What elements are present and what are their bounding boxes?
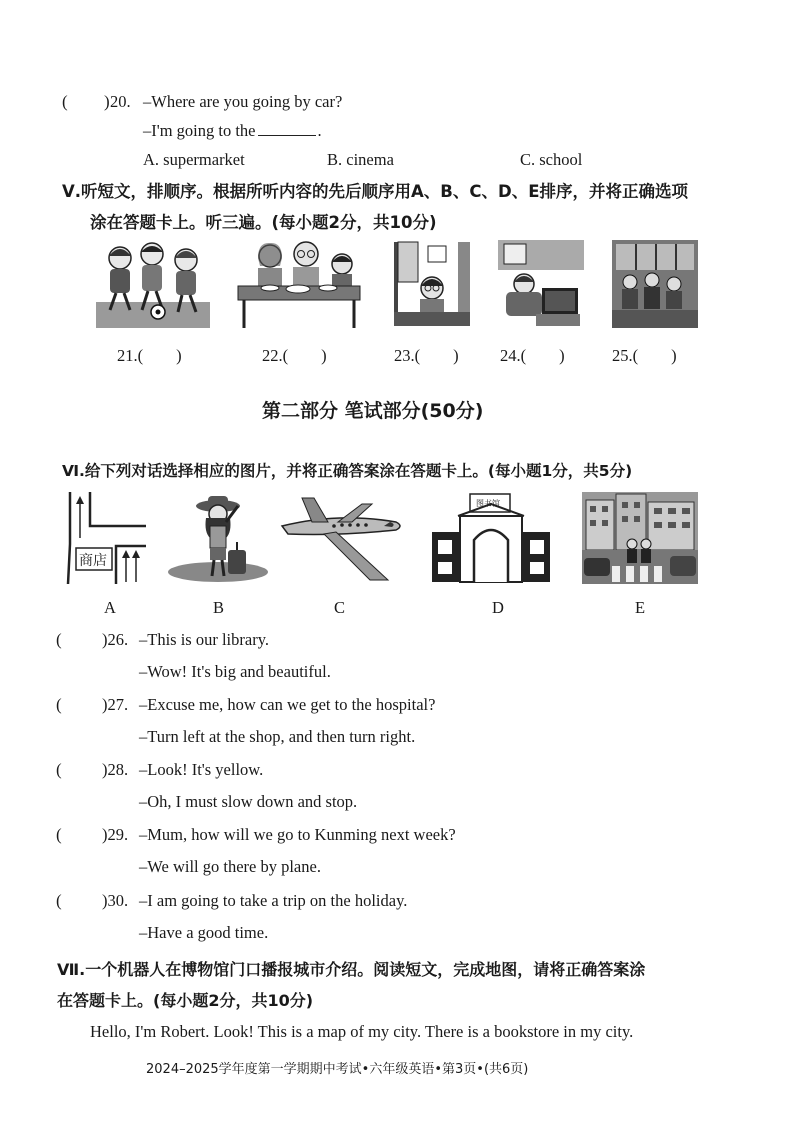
q20-open-paren: ( bbox=[62, 92, 68, 111]
people-on-bus-picture bbox=[612, 240, 698, 328]
q29-number: )29. bbox=[102, 825, 129, 844]
q20-option-b: B. cinema bbox=[327, 150, 394, 169]
page-footer: 2024–2025学年度第一学期期中考试•六年级英语•第3页•(共6页) bbox=[146, 1062, 529, 1077]
boy-at-desk-picture bbox=[392, 240, 472, 328]
q27-open-paren: ( bbox=[56, 695, 62, 714]
family-dinner-picture bbox=[236, 240, 362, 328]
q27-number: )27. bbox=[102, 695, 129, 714]
q27-line2: –Turn left at the shop, and then turn right. bbox=[139, 727, 416, 746]
q20-line2-pre: –I'm going to the bbox=[143, 121, 256, 140]
man-watching-tv-picture bbox=[498, 240, 584, 328]
q28-open-paren: ( bbox=[56, 760, 62, 779]
q30-line2: –Have a good time. bbox=[139, 923, 269, 942]
q20-option-c: C. school bbox=[520, 150, 583, 169]
label-c: C bbox=[334, 598, 346, 617]
q20-close-paren: ) bbox=[104, 92, 110, 111]
q30-number: )30. bbox=[102, 891, 129, 910]
label-d: D bbox=[492, 598, 504, 617]
slot-25: 25.( ) bbox=[612, 346, 677, 365]
q26-line2: –Wow! It's big and beautiful. bbox=[139, 662, 331, 681]
q26-line1: –This is our library. bbox=[139, 630, 269, 649]
q28-line2: –Oh, I must slow down and stop. bbox=[139, 792, 358, 811]
q29-line1: –Mum, how will we go to Kunming next week? bbox=[139, 825, 456, 844]
q28-number: )28. bbox=[102, 760, 129, 779]
shop-sign: 商店 bbox=[79, 553, 107, 569]
q20-option-a: A. supermarket bbox=[143, 150, 245, 169]
part2-title: 第二部分 笔试部分(50分) bbox=[262, 400, 484, 422]
sec5-instruction-line1: Ⅴ.听短文，排顺序。根据所听内容的先后顺序用A、B、C、D、E排序，并将正确选项 bbox=[62, 182, 688, 201]
q29-open-paren: ( bbox=[56, 825, 62, 844]
q30-line1: –I am going to take a trip on the holiday. bbox=[139, 891, 408, 910]
q28-line1: –Look! It's yellow. bbox=[139, 760, 264, 779]
q20-number: 20. bbox=[110, 92, 131, 111]
q20-answer-blank bbox=[258, 121, 316, 136]
label-a: A bbox=[104, 598, 116, 617]
girl-trip-picture bbox=[168, 492, 268, 584]
q20-line1: –Where are you going by car? bbox=[143, 92, 343, 111]
q29-line2: –We will go there by plane. bbox=[139, 857, 321, 876]
slot-23: 23.( ) bbox=[394, 346, 459, 365]
q26-open-paren: ( bbox=[56, 630, 62, 649]
slot-24: 24.( ) bbox=[500, 346, 565, 365]
sec6-instruction: Ⅵ.给下列对话选择相应的图片，并将正确答案涂在答题卡上。(每小题1分，共5分) bbox=[62, 462, 633, 480]
kids-football-picture bbox=[96, 240, 210, 328]
q30-open-paren: ( bbox=[56, 891, 62, 910]
sec7-instruction-line2: 在答题卡上。(每小题2分，共10分) bbox=[57, 991, 314, 1010]
slot-21: 21.( ) bbox=[117, 346, 182, 365]
sec7-instruction-line1: Ⅶ.一个机器人在博物馆门口播报城市介绍。阅读短文，完成地图，请将正确答案涂 bbox=[57, 960, 646, 979]
label-b: B bbox=[213, 598, 225, 617]
street-crossing-picture bbox=[582, 492, 698, 584]
q27-line1: –Excuse me, how can we get to the hospital? bbox=[139, 695, 436, 714]
library-sign: 图书馆 bbox=[476, 499, 500, 508]
q20-line2-post: . bbox=[317, 121, 322, 140]
q20-line2 bbox=[143, 121, 322, 141]
directions-map-picture bbox=[66, 492, 146, 584]
q26-number: )26. bbox=[102, 630, 129, 649]
slot-22: 22.( ) bbox=[262, 346, 327, 365]
sec5-instruction-line2: 涂在答题卡上。听三遍。(每小题2分，共10分) bbox=[90, 213, 437, 232]
sec7-passage: Hello, I'm Robert. Look! This is a map of my city. There is a bookstore in my city. bbox=[90, 1022, 634, 1041]
label-e: E bbox=[635, 598, 646, 617]
airplane-picture bbox=[278, 492, 406, 584]
